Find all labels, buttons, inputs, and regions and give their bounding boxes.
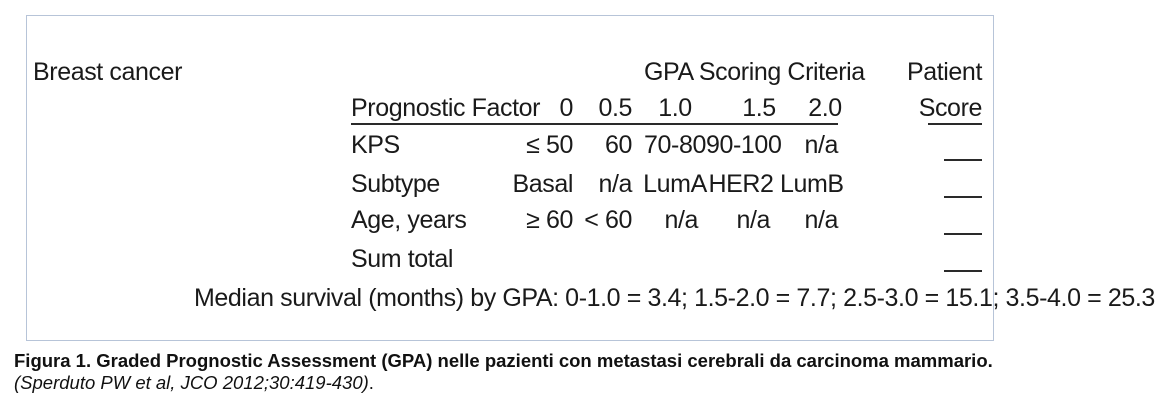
table-cell: 90-100 [706, 131, 782, 159]
caption-citation: (Sperduto PW et al, JCO 2012;30:419-430) [14, 372, 369, 393]
score-col-0-5: 0.5 [598, 94, 632, 122]
table-cell: n/a [804, 206, 838, 234]
column-header-rule [351, 123, 838, 125]
score-header-rule [928, 123, 982, 125]
table-cell: n/a [598, 170, 632, 198]
patient-header: Patient [906, 58, 982, 86]
caption-title: Figura 1. Graded Prognostic Assessment (GPA) nelle pazienti con metastasi cerebrali da carcinoma mammario. [14, 350, 993, 371]
table-cell: LumA [643, 170, 707, 198]
row-factor-subtype: Subtype [351, 170, 440, 198]
criteria-header: GPA Scoring Criteria [644, 58, 865, 86]
patient-score-blank [944, 270, 982, 272]
caption-end: . [368, 372, 374, 393]
score-col-2-0: 2.0 [808, 94, 842, 122]
patient-score-blank [944, 233, 982, 235]
score-col-1-5: 1.5 [742, 94, 776, 122]
row-factor-kps: KPS [351, 131, 400, 159]
section-label: Breast cancer [33, 58, 183, 86]
score-col-1-0: 1.0 [658, 94, 692, 122]
table-cell: n/a [664, 206, 698, 234]
score-col-0: 0 [559, 94, 573, 122]
table-cell: < 60 [584, 206, 632, 234]
figure-caption [14, 350, 999, 394]
row-factor-age: Age, years [351, 206, 467, 234]
score-header: Score [918, 94, 982, 122]
table-cell: n/a [736, 206, 770, 234]
table-cell: 70-80 [644, 131, 706, 159]
patient-score-blank [944, 196, 982, 198]
table-cell: ≥ 60 [526, 206, 573, 234]
sum-total-label: Sum total [351, 245, 454, 273]
table-cell: LumB [780, 170, 844, 198]
table-cell: ≤ 50 [526, 131, 573, 159]
patient-score-blank [944, 159, 982, 161]
median-survival-line: Median survival (months) by GPA: 0-1.0 = 3.4; 1.5-2.0 = 7.7; 2.5-3.0 = 15.1; 3.5-4.0 = 25.3 [194, 284, 1155, 312]
table-cell: n/a [804, 131, 838, 159]
table-cell: 60 [604, 131, 632, 159]
table-cell: Basal [512, 170, 573, 198]
factor-header: Prognostic Factor [351, 94, 541, 122]
table-cell: HER2 [708, 170, 774, 198]
